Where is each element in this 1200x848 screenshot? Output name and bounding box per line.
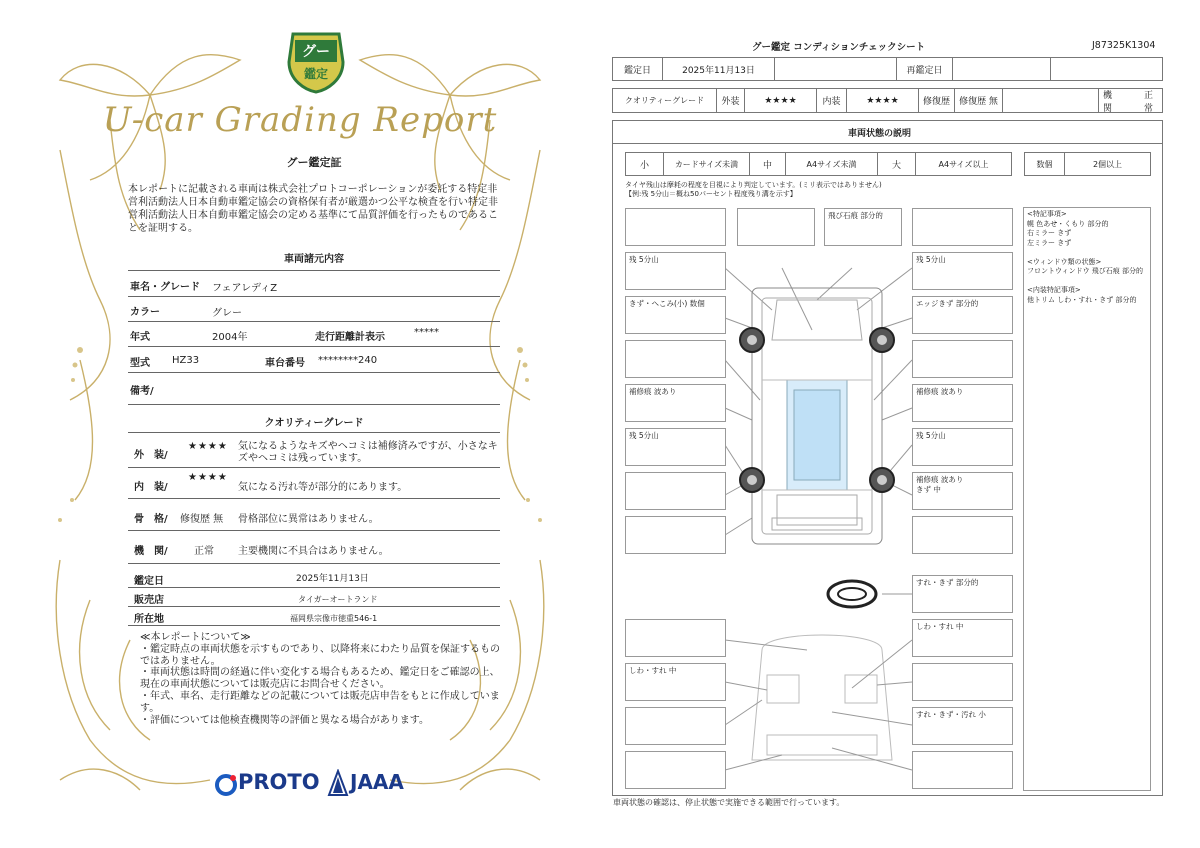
remarks-label: 備考/ [130, 386, 154, 397]
remark-line: <特記事項> [1027, 210, 1067, 218]
date-value: 2025年11月13日 [663, 58, 775, 80]
interior-box-right: すれ・きず・汚れ 小 [912, 707, 1013, 745]
quality-section-title: クオリティーグレード [264, 418, 364, 429]
quality-exterior-label: 外 装/ [134, 450, 168, 461]
remark-line: 左ミラー きず [1027, 238, 1072, 247]
count-label: 数個 [1025, 153, 1065, 175]
year-label: 年式 [130, 332, 150, 343]
note-item: ・評価については他検査機関等の評価と異なる場合があります。 [140, 714, 429, 726]
special-remarks [1023, 207, 1151, 791]
engine-cell [1099, 89, 1161, 112]
size-medium-desc: A4サイズ未満 [786, 153, 878, 175]
interior-box-left [625, 751, 726, 789]
divider [128, 404, 500, 405]
repair-history-label: 修復歴 [919, 89, 955, 112]
divider [612, 143, 1163, 144]
report-title: U-car Grading Report [102, 100, 498, 140]
divider [128, 563, 500, 564]
exterior-box-right: 残 5分山 [912, 428, 1013, 466]
report-notes [140, 632, 500, 726]
exterior-box-right: 補修痕 波あり [912, 384, 1013, 422]
interior-label: 内装 [817, 89, 847, 112]
reinspection-label: 再鑑定日 [897, 58, 953, 80]
mileage-label: 走行距離計表示 [315, 332, 385, 343]
quality-exterior-rating: ★★★★ [188, 441, 228, 452]
quality-exterior-comment: 気になるようなキズやヘコミは補修済みですが、小さなキズやヘコミは残っています。 [238, 441, 498, 464]
exterior-box-left [625, 208, 726, 246]
interior-box-right: しわ・すれ 中 [912, 619, 1013, 657]
divider [128, 498, 500, 499]
exterior-box-left: 補修痕 波あり [625, 384, 726, 422]
note-item: ・車両状態は時間の経過に伴い変化する場合もあるため、鑑定日をご確認の上、現在の車両状態については販売店にお問合せください。 [140, 667, 500, 691]
exterior-box-right: 補修痕 波あり きず 中 [912, 472, 1013, 510]
divider [128, 432, 500, 433]
svg-text:グー: グー [302, 44, 330, 60]
remark-line: フロントウィンドウ 飛び石痕 部分的 [1027, 267, 1144, 275]
spec-section-title: 車両諸元内容 [284, 254, 344, 265]
chassis-value: ********240 [318, 355, 378, 366]
proto-logo-icon [214, 773, 238, 801]
exterior-box-left [625, 472, 726, 510]
certificate-statement: 本レポートに記載される車両は株式会社プロトコーポレーションが委託する特定非営利活動法人日本自動車鑑定協会の資格保有者が厳選かつ公平な検査を行い特定非営利活動法人日本自動車鑑定協会の定める基準にて品質評価を行ったものであることを証明する。 [128, 184, 498, 234]
interior-box-left [625, 707, 726, 745]
engine-value: 正常 [1144, 90, 1154, 114]
divider [128, 606, 500, 607]
tread-note: タイヤ残山は摩耗の程度を目視により判定しています。(ミリ表示ではありません) [625, 181, 882, 189]
size-small-desc: カードサイズ未満 [664, 153, 750, 175]
goo-kantei-logo [287, 32, 345, 94]
remark-line: <ウィンドウ類の状態> [1027, 257, 1102, 266]
interior-box-right [912, 751, 1013, 789]
quality-engine-comment: 主要機関に不具合はありません。 [238, 546, 389, 557]
quality-interior-comment: 気になる汚れ等が部分的にあります。 [238, 482, 408, 493]
exterior-box-left: きず・へこみ(小) 数個 [625, 296, 726, 334]
divider [128, 346, 500, 347]
exterior-box-right: エッジきず 部分的 [912, 296, 1013, 334]
interior-box-right [912, 663, 1013, 701]
exterior-box-left: 残 5分山 [625, 428, 726, 466]
interior-box-left: しわ・すれ 中 [625, 663, 726, 701]
divider [128, 296, 500, 297]
chassis-label: 車台番号 [265, 358, 305, 369]
quality-frame-label: 骨 格/ [134, 514, 168, 525]
dealer-label: 販売店 [134, 595, 164, 606]
document-id: J87325K1304 [1092, 40, 1156, 51]
note-item: ・鑑定時点の車両状態を示すものであり、以降将来にわたり品質を保証するものではありません。 [140, 643, 500, 667]
jaaa-logo-icon [327, 769, 349, 801]
quality-grade-label: クオリティーグレード [613, 89, 717, 112]
exterior-box-right [912, 208, 1013, 246]
exterior-box-left [625, 340, 726, 378]
quality-engine-label: 機 関/ [134, 546, 168, 557]
model-label: 型式 [130, 358, 150, 369]
date-row [612, 57, 1163, 81]
date-label: 鑑定日 [613, 58, 663, 80]
car-name-label: 車名・グレード [130, 282, 200, 293]
reinspection-value [953, 58, 1051, 80]
exterior-box-top: 飛び石痕 部分的 [824, 208, 902, 246]
exterior-box-right: 残 5分山 [912, 252, 1013, 290]
remark-line: 幌 色あせ・くもり 部分的 [1027, 219, 1109, 228]
exterior-box-left: 残 5分山 [625, 252, 726, 290]
remark-line [1027, 248, 1147, 258]
certificate-title: グー鑑定証 [286, 156, 342, 169]
engine-label: 機関 [1103, 90, 1113, 114]
count-desc: 2個以上 [1092, 159, 1123, 169]
row-blank [1051, 58, 1161, 80]
exterior-box-left [625, 516, 726, 554]
count-legend [1024, 152, 1151, 176]
repair-blank [1003, 89, 1099, 112]
divider [128, 467, 500, 468]
size-large-label: 大 [878, 153, 916, 175]
quality-interior-label: 内 装/ [134, 482, 168, 493]
address-label: 所在地 [134, 614, 164, 625]
notes-title: ≪本レポートについて≫ [140, 632, 251, 643]
size-medium-label: 中 [750, 153, 786, 175]
quality-frame-rating: 修復歴 無 [180, 514, 224, 525]
tread-example: 【例:残 5分山＝概ね50パーセント程度残り溝を示す】 [625, 190, 797, 198]
quality-engine-rating: 正常 [194, 546, 214, 557]
dealer-value: タイガーオートランド [298, 595, 378, 604]
exterior-box-right [912, 340, 1013, 378]
condition-section-title: 車両状態の説明 [848, 129, 912, 139]
note-item: ・年式、車名、走行距離などの記載については販売店申告をもとに作成しています。 [140, 690, 500, 714]
divider [128, 372, 500, 373]
size-small-label: 小 [626, 153, 664, 175]
address-value: 福岡県宗像市徳重546-1 [290, 614, 378, 623]
size-legend [625, 152, 1012, 176]
year-value: 2004年 [212, 332, 248, 343]
inspection-date-label: 鑑定日 [134, 576, 164, 587]
mileage-value: ***** [414, 327, 439, 338]
remark-line [1027, 277, 1147, 287]
divider [128, 625, 500, 626]
jaaa-brand: JAAA [350, 770, 404, 794]
proto-brand: PROTO [238, 770, 320, 794]
grade-row [612, 88, 1163, 113]
color-label: カラー [130, 307, 160, 318]
repair-history-value: 修復歴 無 [955, 89, 1003, 112]
interior-box-left [625, 619, 726, 657]
exterior-rating: ★★★★ [745, 89, 817, 112]
inspection-date-value: 2025年11月13日 [296, 574, 369, 584]
exterior-label: 外装 [717, 89, 745, 112]
remark-line: 他トリム しわ・すれ・きず 部分的 [1027, 295, 1137, 304]
remark-line: 右ミラー きず [1027, 229, 1072, 237]
quality-frame-comment: 骨格部位に異常はありません。 [238, 514, 379, 525]
divider [128, 530, 500, 531]
car-name-value: フェアレディZ [212, 283, 278, 294]
divider [128, 321, 500, 322]
interior-rating: ★★★★ [847, 89, 919, 112]
remark-line: <内装特記事項> [1027, 286, 1081, 294]
color-value: グレー [212, 308, 242, 319]
check-sheet-title: グー鑑定 コンディションチェックシート [752, 42, 926, 53]
divider [128, 587, 500, 588]
steering-box: すれ・きず 部分的 [912, 575, 1013, 613]
exterior-box-top [737, 208, 815, 246]
svg-text:鑑定: 鑑定 [303, 67, 329, 81]
model-value: HZ33 [172, 355, 200, 366]
date-blank [775, 58, 897, 80]
exterior-box-right [912, 516, 1013, 554]
footer-note: 車両状態の確認は、停止状態で実施できる範囲で行っています。 [613, 798, 845, 807]
divider [128, 270, 500, 271]
size-large-desc: A4サイズ以上 [938, 159, 989, 169]
quality-interior-rating: ★★★★ [188, 472, 228, 483]
